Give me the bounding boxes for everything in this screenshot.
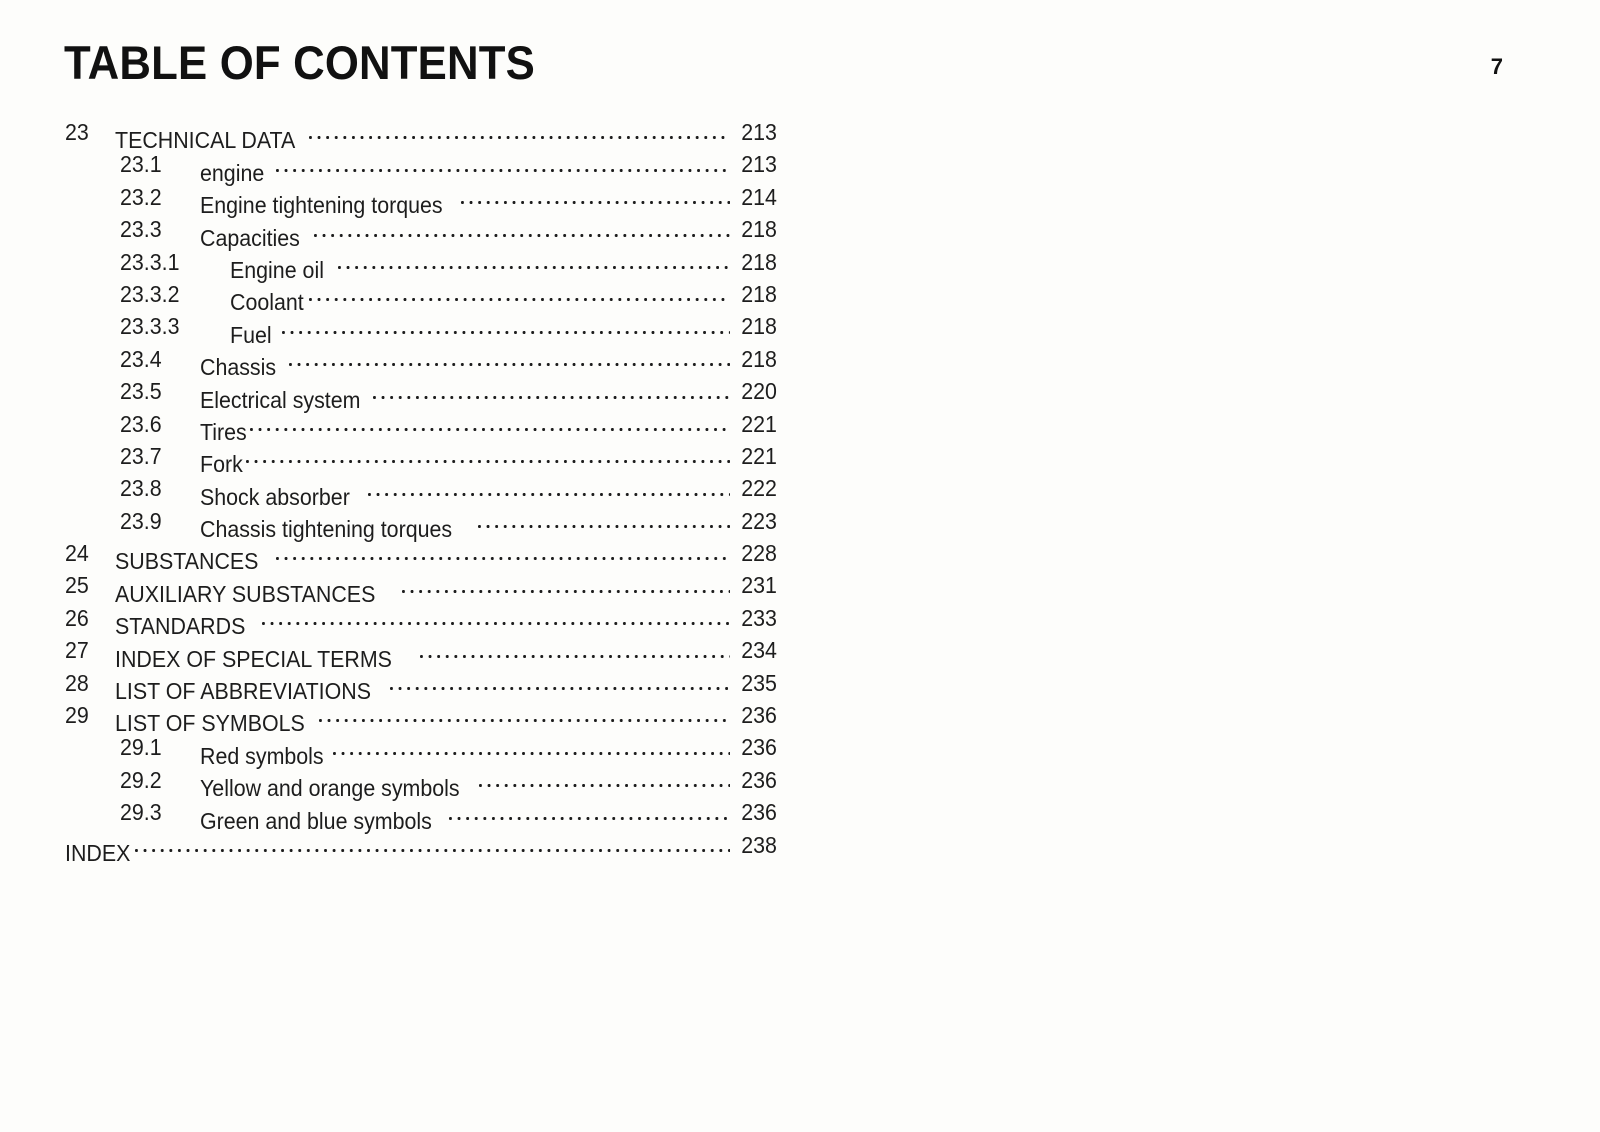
toc-leader-dots bbox=[309, 116, 730, 148]
toc-entry-page-number: 236 bbox=[741, 766, 777, 793]
toc-entry-label: TECHNICAL DATA bbox=[115, 127, 296, 154]
toc-leader-dots bbox=[319, 699, 730, 731]
toc-entry-label: Engine oil bbox=[230, 256, 324, 283]
toc-leader-dots bbox=[368, 472, 730, 504]
toc-entry-body bbox=[65, 829, 730, 870]
toc-leader-dots bbox=[333, 731, 730, 763]
toc-entry[interactable] bbox=[64, 569, 784, 607]
toc-entry-page-number: 213 bbox=[741, 119, 777, 145]
toc-entry-page-number: 214 bbox=[741, 183, 777, 210]
toc-entry-label: Tires bbox=[200, 418, 247, 445]
toc-leader-dots bbox=[479, 764, 730, 796]
toc-leader-dots bbox=[246, 440, 730, 472]
toc-leader-dots bbox=[390, 667, 730, 699]
toc-leader-dots bbox=[282, 310, 730, 342]
toc-entry-number: 23.9 bbox=[120, 507, 162, 534]
toc-entry-page-number: 236 bbox=[741, 702, 777, 729]
toc-entry[interactable] bbox=[64, 829, 784, 866]
toc-entry-label: engine bbox=[200, 159, 265, 186]
toc-entry-number: 25 bbox=[65, 572, 89, 599]
toc-entry-page-number: 218 bbox=[741, 345, 777, 372]
toc-entry-label: AUXILIARY SUBSTANCES bbox=[115, 580, 376, 607]
page-title: TABLE OF CONTENTS bbox=[64, 36, 536, 89]
page-number-folio: 7 bbox=[1490, 54, 1503, 79]
toc-entry[interactable] bbox=[64, 213, 784, 251]
toc-entry[interactable] bbox=[64, 699, 784, 737]
toc-entry-number: 28 bbox=[65, 669, 89, 696]
toc-entry[interactable] bbox=[64, 667, 784, 705]
toc-leader-dots bbox=[276, 537, 730, 569]
toc-entry-label: SUBSTANCES bbox=[115, 548, 259, 575]
toc-entry-number: 27 bbox=[65, 637, 89, 664]
toc-entry[interactable] bbox=[64, 731, 784, 769]
toc-entry-label: Chassis bbox=[200, 354, 277, 381]
toc-entry-number: 29.1 bbox=[120, 734, 162, 761]
toc-entry-label: Green and blue symbols bbox=[200, 807, 432, 834]
toc-entry-label: Electrical system bbox=[200, 386, 361, 413]
toc-entry-number: 23.1 bbox=[120, 151, 162, 178]
toc-leader-dots bbox=[250, 408, 730, 440]
toc-leader-dots bbox=[314, 213, 730, 245]
toc-entry-page-number: 238 bbox=[741, 831, 777, 858]
toc-entry-page-number: 236 bbox=[741, 734, 777, 761]
page-header bbox=[0, 0, 1600, 110]
toc-entry-label: LIST OF SYMBOLS bbox=[115, 710, 305, 737]
toc-leader-dots bbox=[135, 829, 730, 861]
toc-entry-page-number: 220 bbox=[741, 378, 777, 405]
toc-leader-dots bbox=[309, 278, 730, 310]
toc-entry-number: 23.5 bbox=[120, 378, 162, 405]
toc-entry-number: 23.3.1 bbox=[120, 248, 180, 275]
toc-entry-number: 23.2 bbox=[120, 183, 162, 210]
toc-entry-page-number: 235 bbox=[741, 669, 777, 696]
toc-entry[interactable] bbox=[64, 246, 784, 283]
toc-entry-label: Fork bbox=[200, 451, 243, 478]
toc-entry-label: INDEX bbox=[65, 839, 131, 866]
toc-leader-dots bbox=[276, 148, 730, 180]
toc-entry-page-number: 222 bbox=[741, 475, 777, 502]
toc-entry-label: Capacities bbox=[200, 224, 300, 251]
toc-leader-dots bbox=[338, 246, 730, 278]
toc-entry-label: Coolant bbox=[230, 289, 304, 316]
toc-entry-page-number: 221 bbox=[741, 410, 777, 437]
toc-entry-number: 23 bbox=[65, 119, 89, 145]
toc-entry-page-number: 234 bbox=[741, 637, 777, 664]
toc-leader-dots bbox=[461, 181, 730, 213]
toc-entry-page-number: 223 bbox=[741, 507, 777, 534]
toc-entry-number: 23.8 bbox=[120, 475, 162, 502]
toc-entry-label: Fuel bbox=[230, 321, 272, 348]
toc-leader-dots bbox=[420, 634, 730, 666]
toc-entry[interactable] bbox=[64, 505, 784, 543]
toc-entry-page-number: 218 bbox=[741, 313, 777, 340]
toc-entry-page-number: 221 bbox=[741, 442, 777, 469]
toc-entry-label: LIST OF ABBREVIATIONS bbox=[115, 678, 371, 705]
toc-entry[interactable] bbox=[64, 343, 784, 381]
toc-entry-number: 23.4 bbox=[120, 345, 162, 372]
toc-entry-page-number: 236 bbox=[741, 799, 777, 826]
toc-entry-number: 29.2 bbox=[120, 766, 162, 793]
toc-entry[interactable] bbox=[64, 440, 784, 478]
toc-entry-page-number: 218 bbox=[741, 248, 777, 275]
toc-entry-label: Engine tightening torques bbox=[200, 192, 443, 219]
toc-entry-label: INDEX OF SPECIAL TERMS bbox=[115, 645, 392, 672]
toc-leader-dots bbox=[402, 569, 730, 601]
toc-entry-label: Yellow and orange symbols bbox=[200, 775, 460, 802]
toc-entry-number: 26 bbox=[65, 604, 89, 631]
toc-entry-page-number: 233 bbox=[741, 604, 777, 631]
toc-entry-number: 29 bbox=[65, 702, 89, 729]
toc-entry[interactable] bbox=[64, 278, 784, 316]
toc-entry-label: Red symbols bbox=[200, 742, 324, 769]
toc-entry-number: 23.3 bbox=[120, 216, 162, 243]
toc-entry-number: 23.3.3 bbox=[120, 313, 180, 340]
toc-entry-page-number: 228 bbox=[741, 540, 777, 567]
toc-entry-page-number: 218 bbox=[741, 280, 777, 307]
toc-entry[interactable] bbox=[64, 181, 784, 219]
toc-entry-number: 23.7 bbox=[120, 442, 162, 469]
toc-entry[interactable] bbox=[64, 796, 784, 834]
toc-leader-dots bbox=[262, 602, 730, 634]
toc-entry-number: 23.6 bbox=[120, 410, 162, 437]
toc-leader-dots bbox=[373, 375, 730, 407]
toc-leader-dots bbox=[289, 343, 730, 375]
toc-entry-label: Shock absorber bbox=[200, 483, 350, 510]
toc-entry-label: Chassis tightening torques bbox=[200, 516, 453, 543]
toc-entry[interactable] bbox=[64, 634, 784, 672]
toc-entry[interactable] bbox=[64, 408, 784, 445]
toc-leader-dots bbox=[478, 505, 730, 537]
toc-entry[interactable] bbox=[64, 310, 784, 348]
toc-entry-page-number: 218 bbox=[741, 216, 777, 243]
toc-entry[interactable] bbox=[64, 472, 784, 510]
toc-entry[interactable] bbox=[64, 148, 784, 186]
toc-entry[interactable] bbox=[64, 375, 784, 413]
toc-entry-page-number: 231 bbox=[741, 572, 777, 599]
toc-leader-dots bbox=[449, 796, 730, 828]
toc-entry-number: 29.3 bbox=[120, 799, 162, 826]
toc-entry-label: STANDARDS bbox=[115, 613, 246, 640]
toc-entry-number: 24 bbox=[65, 540, 89, 567]
toc-entry-page-number: 213 bbox=[741, 151, 777, 178]
toc-entry[interactable] bbox=[64, 764, 784, 802]
toc-entry[interactable] bbox=[64, 602, 784, 640]
toc-entry[interactable] bbox=[64, 537, 784, 575]
toc-entry[interactable] bbox=[64, 116, 784, 154]
toc-entry-number: 23.3.2 bbox=[120, 280, 180, 307]
table-of-contents-list bbox=[64, 116, 784, 866]
